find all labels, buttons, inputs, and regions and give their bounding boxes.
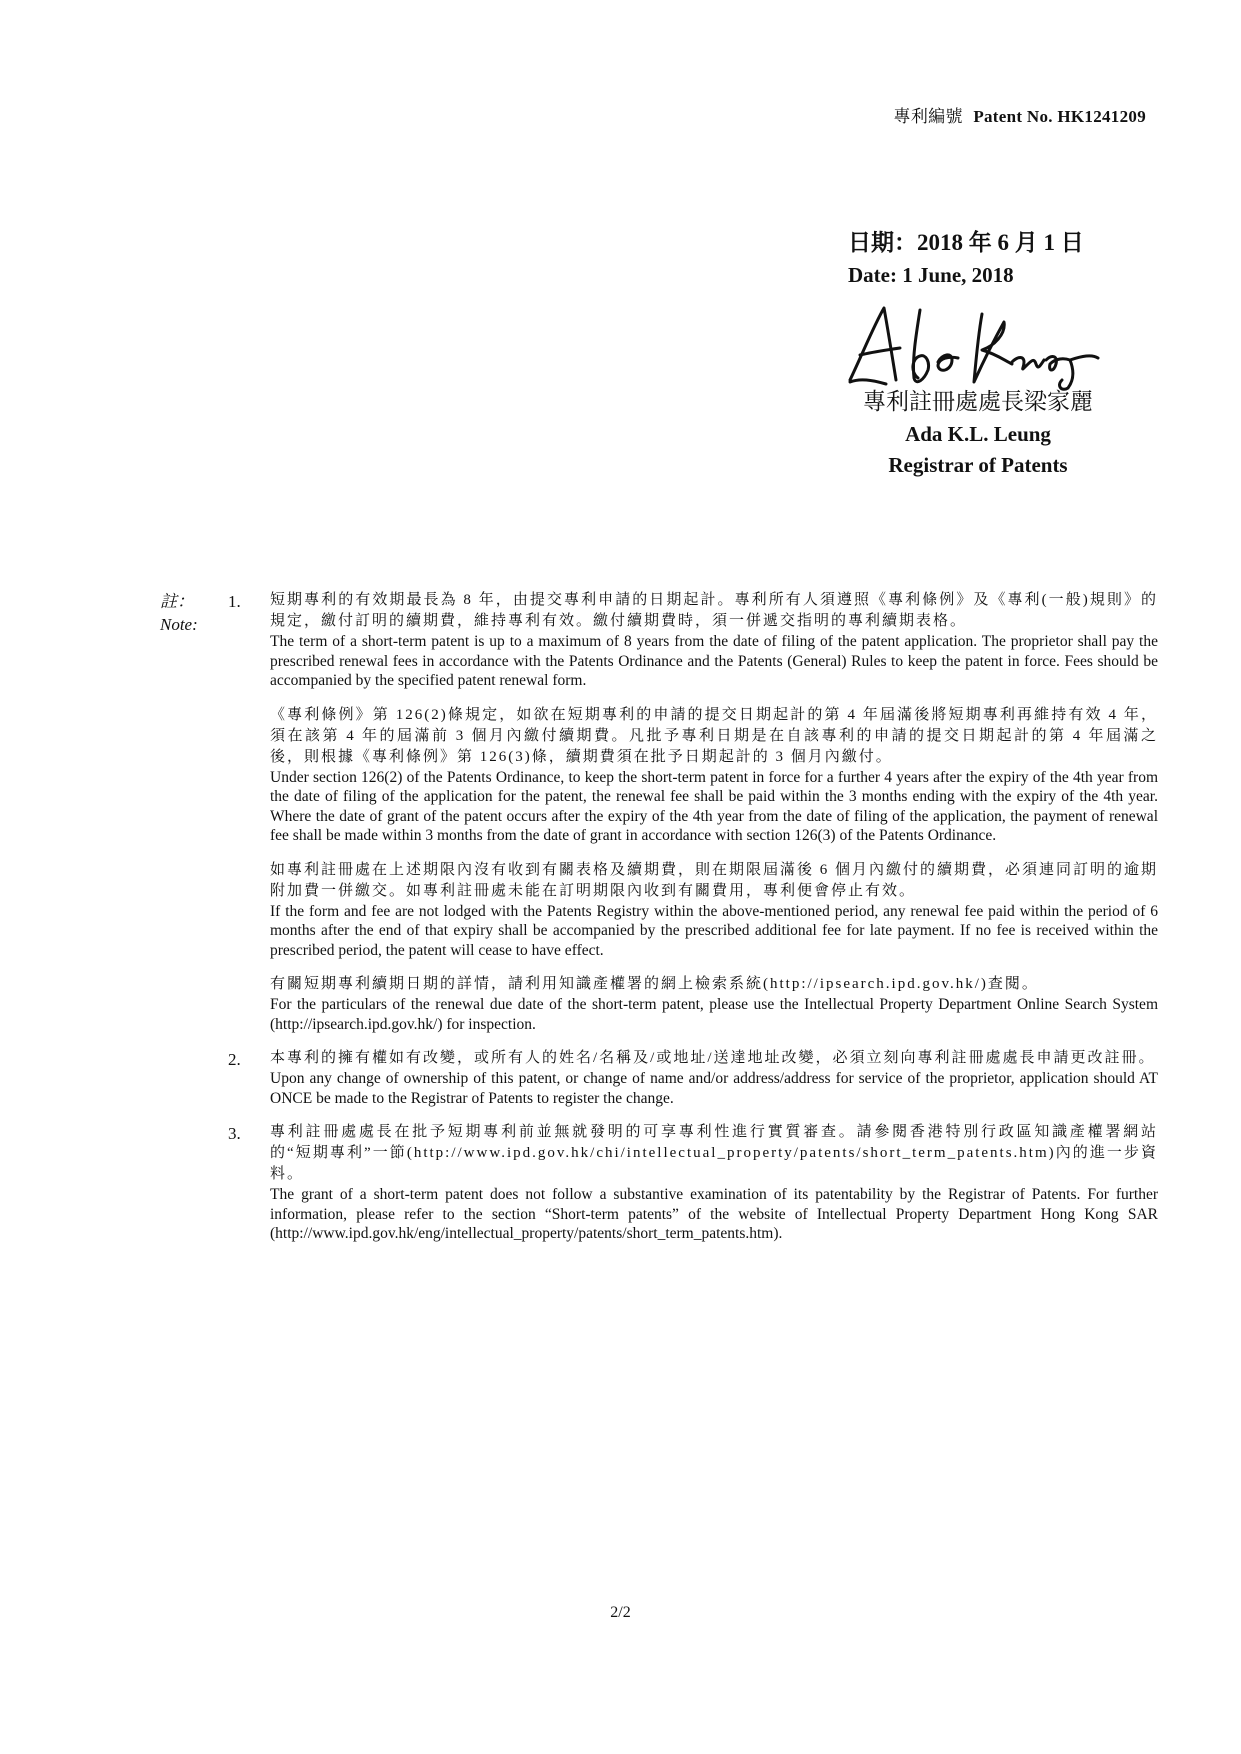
signature-image [842, 300, 1102, 392]
date-block [848, 226, 1148, 290]
date-zh: 日期：2018 年 6 月 1 日 [848, 230, 1084, 255]
note-label [160, 590, 198, 636]
signer-name-zh: 專利註冊處處長梁家麗 [863, 389, 1093, 414]
note-text-en: If the form and fee are not lodged with the Patents Registry within the above-mentioned period, any renewal fee paid within the period of 6 months after the end of that expiry shall be accompanied by the prescribed additional fee for late payment. If no fee is received within the prescribed period, the patent will cease to have effect. [270, 902, 1158, 959]
note-text-zh: 如專利註冊處在上述期限內沒有收到有關表格及續期費，則在期限屆滿後 6 個月內繳付的續期費，必須連同訂明的逾期附加費一併繳交。如專利註冊處未能在訂明期限內收到有關費用，專利便會停止有效。 [270, 861, 1159, 899]
note-text-zh: 本專利的擁有權如有改變，或所有人的姓名/名稱及/或地址/送達地址改變，必須立刻向專利註冊處處長申請更改註冊。 [270, 1050, 1156, 1066]
note-label-en: Note: [160, 615, 198, 634]
note-item-2 [228, 1048, 1158, 1108]
note-text-en: The grant of a short-term patent does not follow a substantive examination of its patentability by the Registrar of Patents. For further information, please refer to the section “Short-term patents” of the website of Intellectual Property Department Hong Kong SAR (http://www.ipd.gov.hk/eng/intellectual_property/patents/short_term_patents.htm). [270, 1186, 1158, 1242]
patent-number-label-zh: 專利編號 [893, 107, 963, 126]
note-paragraph [270, 705, 1158, 846]
notes-list [228, 590, 1158, 1258]
note-paragraph [270, 974, 1158, 1034]
note-text-zh: 《專利條例》第 126(2)條規定，如欲在短期專利的申請的提交日期起計的第 4 年屆滿後將短期專利再維持有效 4 年，須在該第 4 年的屆滿前 3 個月內繳付續期費。凡批予專利日期是在自該專利的申請的提交日期起計的第 4 年屆滿之後，則根據《專利條例》第 126(3)條，續期費須在批予日期起計的 3 個月內繳付。 [270, 706, 1158, 765]
note-text-en: Upon any change of ownership of this patent, or change of name and/or address/address for service of the proprietor, application should AT ONCE be made to the Registrar of Patents to register the change. [270, 1070, 1158, 1107]
patent-number-value: Patent No. HK1241209 [973, 107, 1146, 126]
note-paragraph [270, 590, 1158, 691]
note-number: 1. [228, 592, 241, 611]
page-number: 2/2 [610, 1604, 631, 1621]
note-paragraph [270, 860, 1158, 961]
note-text-en: The term of a short-term patent is up to a maximum of 8 years from the date of filing of the patent application. The proprietor shall pay the prescribed renewal fees in accordance with the Patents Ordinance and the Patents (General) Rules to keep the patent in force. Fees should be accompanied by the specified patent renewal form. [270, 633, 1158, 689]
note-label-zh: 註： [160, 592, 194, 611]
date-en: Date: 1 June, 2018 [848, 263, 1014, 287]
note-item-3 [228, 1122, 1158, 1244]
patent-number [894, 102, 1146, 127]
note-paragraph [270, 1048, 1158, 1108]
note-number: 3. [228, 1124, 241, 1143]
note-item-1 [228, 590, 1158, 1034]
signer-name-en: Ada K.L. Leung [905, 422, 1051, 446]
note-text-zh: 短期專利的有效期最長為 8 年，由提交專利申請的日期起計。專利所有人須遵照《專利條例》及《專利(一般)規則》的規定，繳付訂明的續期費，維持專利有效。繳付續期費時，須一併遞交指明的專利續期表格。 [270, 592, 1158, 629]
note-text-zh: 有關短期專利續期日期的詳情，請利用知識產權署的網上檢索系統(http://ipsearch.ipd.gov.hk/)查閱。 [270, 976, 1039, 992]
note-number: 2. [228, 1050, 241, 1069]
signer-title: Registrar of Patents [888, 453, 1068, 477]
note-text-zh: 專利註冊處處長在批予短期專利前並無就發明的可享專利性進行實質審查。請參閱香港特別行政區知識產權署網站的“短期專利”一節(http://www.ipd.gov.hk/chi/intellectual_property/patents/short_term_patents.htm)內的進一步資料。 [270, 1124, 1158, 1182]
note-paragraph [270, 1122, 1158, 1244]
signer-block [838, 385, 1118, 481]
note-text-en: Under section 126(2) of the Patents Ordinance, to keep the short-term patent in force for a further 4 years after the expiry of the 4th year from the date of filing of the application for the patent, the renewal fee shall be paid within the 3 months ending with the expiry of the 4th year. Where the date of grant of the patent occurs after the expiry of the 4th year from the date of filing of the application, the payment of renewal fee shall be made within 3 months from the date of grant in accordance with section 126(3) of the Patents Ordinance. [270, 768, 1158, 844]
note-text-en: For the particulars of the renewal due date of the short-term patent, please use the Intellectual Property Department Online Search System (http://ipsearch.ipd.gov.hk/) for inspection. [270, 996, 1158, 1033]
